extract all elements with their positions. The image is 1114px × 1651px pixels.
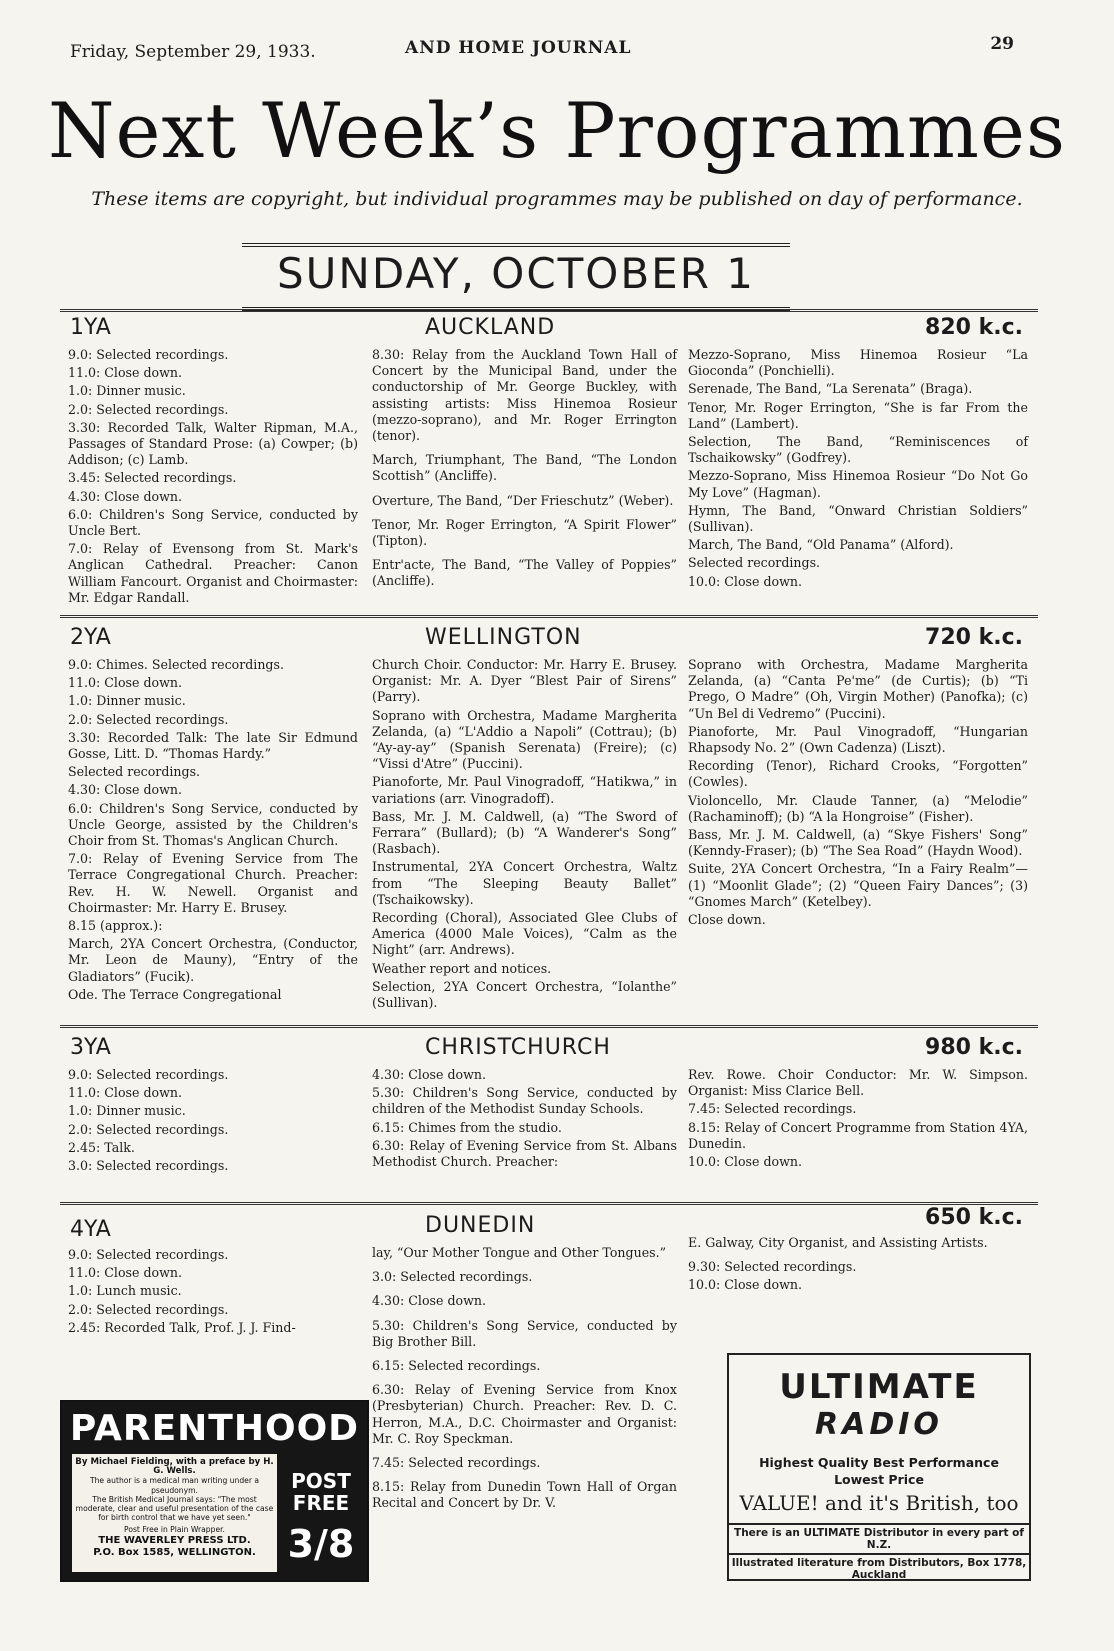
programme-column [372,657,677,1013]
programme-item: Hymn, The Band, “Onward Christian Soldiers” (Sullivan). [688,502,1028,535]
programme-item: Mezzo-Soprano, Miss Hinemoa Rosieur “Do Not Go My Love” (Hagman). [688,468,1028,500]
ultimate-radio-advertisement [727,1353,1031,1581]
page-title: Next Week’s Programmes [48,86,1066,175]
programme-item: Violoncello, Mr. Claude Tanner, (a) “Melodie” (Rachaminoff); (b) “A la Hongroise” (Fisher). [688,792,1028,824]
station-frequency: 650 k.c. [925,1205,1023,1230]
programme-item: March, 2YA Concert Orchestra, (Conductor, Mr. Leon de Mauny), “Entry of the Gladiators” (Fucik). [68,936,358,984]
programme-column [68,347,358,608]
programme-item: 1.0: Dinner music. [68,693,186,709]
ad-address: P.O. Box 1585, WELLINGTON. [93,1546,256,1558]
ad-byline: By Michael Fielding, with a preface by H. G. Wells. [75,1457,274,1477]
programme-item: Bass, Mr. J. M. Caldwell, (a) “The Sword of Ferrara” (Bullard); (b) “A Wanderer's Song” (Rasbach). [372,808,677,857]
programme-item: Selection, The Band, “Reminiscences of Tschaikowsky” (Godfrey). [688,434,1028,466]
ad-author-note: The author is a medical man writing under a pseudonym. [89,1476,260,1495]
programme-item: 7.45: Selected recordings. [372,1455,541,1471]
programme-item: 9.0: Selected recordings. [68,1247,229,1262]
ad-value-line: VALUE! and it's British, too [739,1491,1019,1515]
ad-price: 3/8 [287,1522,355,1566]
programme-item: lay, “Our Mother Tongue and Other Tongues.” [372,1245,667,1260]
station-frequency: 820 k.c. [925,315,1023,340]
programme-item: 1.0: Dinner music. [68,1103,186,1119]
divider [60,615,1038,618]
programme-item: Close down. [688,912,766,928]
programme-item: Entr'acte, The Band, “The Valley of Poppies” (Ancliffe). [372,557,677,589]
programme-column [688,347,1028,592]
programme-item: 4.30: Close down. [68,782,182,798]
ad-brand: PARENTHOOD [69,1408,360,1449]
programme-item: 7.45: Selected recordings. [688,1101,857,1117]
programme-item: 6.15: Chimes from the studio. [372,1119,562,1135]
station-section-3ya [60,1035,1038,1195]
programme-item: Tenor, Mr. Roger Errington, “She is far From the Land” (Lambert). [688,399,1028,431]
programme-item: 7.0: Relay of Evensong from St. Mark's Anglican Cathedral. Preacher: Canon William Fancourt. Organist and Choirmaster: Mr. Edgar Randall. [68,541,358,605]
programme-item: 10.0: Close down. [688,1154,802,1170]
programme-item: 7.0: Relay of Evening Service from The Terrace Congregational Church. Preacher: Rev. H. W. Newell. Organist and Choirmaster: Mr. Harry E. Brusey. [68,851,358,915]
programme-item: 9.30: Selected recordings. [688,1259,857,1275]
programme-item: 3.30: Recorded Talk: The late Sir Edmund Gosse, Litt. D. “Thomas Hardy.” [68,729,358,762]
ad-distributor: There is an ULTIMATE Distributor in every part of N.Z. [729,1523,1029,1551]
station-header [60,1205,1038,1242]
programme-item: 1.0: Dinner music. [68,383,186,399]
programme-item: Selected recordings. [688,555,821,571]
ad-brand-sub: RADIO [815,1407,943,1442]
programme-item: 9.0: Chimes. Selected recordings. [68,657,284,672]
ad-literature: Illustrated literature from Distributors, Box 1778, Auckland [729,1553,1029,1581]
station-frequency: 980 k.c. [925,1035,1023,1060]
programme-item: 9.0: Selected recordings. [68,1067,229,1082]
programme-item: 8.15 (approx.): [68,918,163,934]
programme-item: 10.0: Close down. [688,573,802,589]
programme-item: 10.0: Close down. [688,1277,802,1293]
station-call: 2YA [70,625,111,650]
copyright-notice: These items are copyright, but individual programmes may be published on day of performance. [91,188,1023,210]
station-city: WELLINGTON [425,625,582,650]
programme-item: Selection, 2YA Concert Orchestra, “Iolanthe” (Sullivan). [372,978,677,1011]
programme-item: 5.30: Children's Song Service, conducted by Big Brother Bill. [372,1317,677,1349]
programme-item: Pianoforte, Mr. Paul Vinogradoff, “Hatikwa,” in variations (arr. Vinogradoff). [372,774,677,806]
programme-item: 6.0: Children's Song Service, conducted by Uncle George, assisted by the Children's Choir from St. Thomas's Anglican Church. [68,800,358,849]
programme-column [372,347,677,598]
programme-item: E. Galway, City Organist, and Assisting Artists. [688,1235,988,1250]
programme-item: 3.0: Selected recordings. [68,1158,229,1174]
ad-body [72,1454,277,1572]
programme-column [68,1067,358,1176]
station-header [60,625,1038,655]
programme-column [68,657,358,1005]
programme-item: Church Choir. Conductor: Mr. Harry E. Brusey. Organist: Mr. A. Dyer “Blest Pair of Sirens” (Parry). [372,657,677,705]
programme-item: 2.0: Selected recordings. [68,711,229,727]
station-header [60,315,1038,345]
programme-item: 8.30: Relay from the Auckland Town Hall of Concert by the Municipal Band, under the conductorship of Mr. George Buckley, with assisting artists: Miss Hinemoa Rosieur (mezzo-soprano), and Mr. Roger Errington (tenor). [372,347,677,444]
programme-item: 2.0: Selected recordings. [68,401,229,417]
programme-item: Suite, 2YA Concert Orchestra, “In a Fairy Realm”—(1) “Moonlit Glade”; (2) “Queen Fairy Dances”; (3) “Gnomes March” (Ketelbey). [688,861,1028,909]
programme-item: Recording (Tenor), Richard Crooks, “Forgotten” (Cowles). [688,758,1028,790]
programme-column [372,1245,677,1520]
programme-item: 3.30: Recorded Talk, Walter Ripman, M.A., Passages of Standard Prose: (a) Cowper; (b) Addison; (c) Lamb. [68,419,358,468]
programme-item: 11.0: Close down. [68,675,182,691]
programme-item: 6.30: Relay of Evening Service from St. Albans Methodist Church. Preacher: [372,1137,677,1170]
programme-item: March, The Band, “Old Panama” (Alford). [688,537,954,553]
programme-item: 9.0: Selected recordings. [68,347,229,362]
programme-column [68,1247,358,1338]
ad-publisher: THE WAVERLEY PRESS LTD. [98,1534,251,1546]
programme-item: Bass, Mr. J. M. Caldwell, (a) “Skye Fishers' Song” (Kenndy-Fraser); (b) “The Sea Road” (Haydn Wood). [688,827,1028,859]
programme-item: 6.30: Relay of Evening Service from Knox (Presbyterian) Church. Preacher: Rev. D. C. Herron, M.A., D.C. Choirmaster and Organist: Mr. C. Roy Speckman. [372,1382,677,1446]
station-header [60,1035,1038,1065]
programme-item: 6.15: Selected recordings. [372,1358,541,1374]
programme-item: 4.30: Close down. [68,488,182,504]
programme-column [688,1067,1028,1172]
divider [60,309,1038,312]
station-section-1ya [60,315,1038,610]
programme-column [372,1067,677,1172]
station-call: 3YA [70,1035,111,1060]
programme-item: Instrumental, 2YA Concert Orchestra, Waltz from “The Sleeping Beauty Ballet” (Tschaikowsky). [372,859,677,907]
programme-item: 11.0: Close down. [68,1085,182,1101]
programme-item: Soprano with Orchestra, Madame Margherita Zelanda, (a) “Canta Pe'me” (de Curtis); (b) “Ti Prego, O Madre” (Oh, Virgin Mother) (Panofka); (c) “Un Bel di Vedremo” (Puccini). [688,657,1028,721]
programme-item: 2.0: Selected recordings. [68,1301,229,1317]
programme-item: 2.45: Talk. [68,1139,135,1155]
programme-column [688,1235,1028,1296]
programme-item: Serenade, The Band, “La Serenata” (Braga). [688,381,973,397]
programme-item: 6.0: Children's Song Service, conducted by Uncle Bert. [68,506,358,539]
divider [60,1025,1038,1028]
programme-item: March, Triumphant, The Band, “The London Scottish” (Ancliffe). [372,452,677,484]
programme-item: 11.0: Close down. [68,1265,182,1281]
programme-item: 8.15: Relay from Dunedin Town Hall of Organ Recital and Concert by Dr. V. [372,1479,677,1511]
programme-item: Recording (Choral), Associated Glee Clubs of America (4000 Male Voices), “Calm as the Night” (arr. Andrews). [372,910,677,958]
programme-item: 3.0: Selected recordings. [372,1269,533,1285]
ad-tagline: Highest Quality Best Performance [759,1455,999,1470]
station-section-2ya [60,625,1038,1020]
programme-item: Ode. The Terrace Congregational [68,986,282,1002]
ad-brand: ULTIMATE [779,1367,979,1407]
day-heading [242,243,790,311]
programme-item: 4.30: Close down. [372,1067,486,1082]
issue-date: Friday, September 29, 1933. [70,42,316,62]
station-call: 1YA [70,315,111,340]
programme-item: 2.45: Recorded Talk, Prof. J. J. Find- [68,1319,296,1335]
page-number: 29 [990,34,1014,54]
station-city: AUCKLAND [425,315,556,340]
programme-item: 1.0: Lunch music. [68,1283,182,1299]
ad-post-free: POST FREE [291,1469,351,1515]
page-header [70,34,1054,64]
station-city: CHRISTCHURCH [425,1035,611,1060]
programme-item: Mezzo-Soprano, Miss Hinemoa Rosieur “La Gioconda” (Ponchielli). [688,347,1028,379]
programme-item: Rev. Rowe. Choir Conductor: Mr. W. Simpson. Organist: Miss Clarice Bell. [688,1067,1028,1099]
programme-item: 11.0: Close down. [68,365,182,381]
ad-wrapper: Post Free in Plain Wrapper. [124,1525,225,1535]
programme-item: 5.30: Children's Song Service, conducted by children of the Methodist Sunday Schools. [372,1085,677,1117]
ad-review: The British Medical Journal says: "The most moderate, clear and useful presentation of the case for birth control that we have yet seen." [75,1494,274,1523]
programme-item: Pianoforte, Mr. Paul Vinogradoff, “Hungarian Rhapsody No. 2” (Own Cadenza) (Liszt). [688,723,1028,756]
programme-item: 8.15: Relay of Concert Programme from Station 4YA, Dunedin. [688,1119,1028,1151]
programme-item: 3.45: Selected recordings. [68,470,237,486]
ad-tagline: Lowest Price [834,1472,924,1487]
programme-item: 4.30: Close down. [372,1293,486,1309]
programme-item: Weather report and notices. [372,960,552,976]
station-frequency: 720 k.c. [925,625,1023,650]
station-call: 4YA [70,1217,111,1242]
parenthood-advertisement [60,1400,369,1582]
day-label: SUNDAY, OCTOBER 1 [277,249,755,298]
programme-item: Tenor, Mr. Roger Errington, “A Spirit Flower” (Tipton). [372,516,677,549]
programme-item: Soprano with Orchestra, Madame Margherita Zelanda, (a) “L'Addio a Napoli” (Cottrau); (b) “Ay-ay-ay” (Spanish Serenata) (Freire); (c) “Vissi d'Atre” (Puccini). [372,707,677,772]
programme-column [688,657,1028,930]
journal-name: AND HOME JOURNAL [405,38,632,58]
programme-item: Overture, The Band, “Der Frieschutz” (Weber). [372,492,674,508]
programme-item: 2.0: Selected recordings. [68,1121,229,1137]
programme-item: Selected recordings. [68,764,201,780]
station-city: DUNEDIN [425,1213,536,1238]
